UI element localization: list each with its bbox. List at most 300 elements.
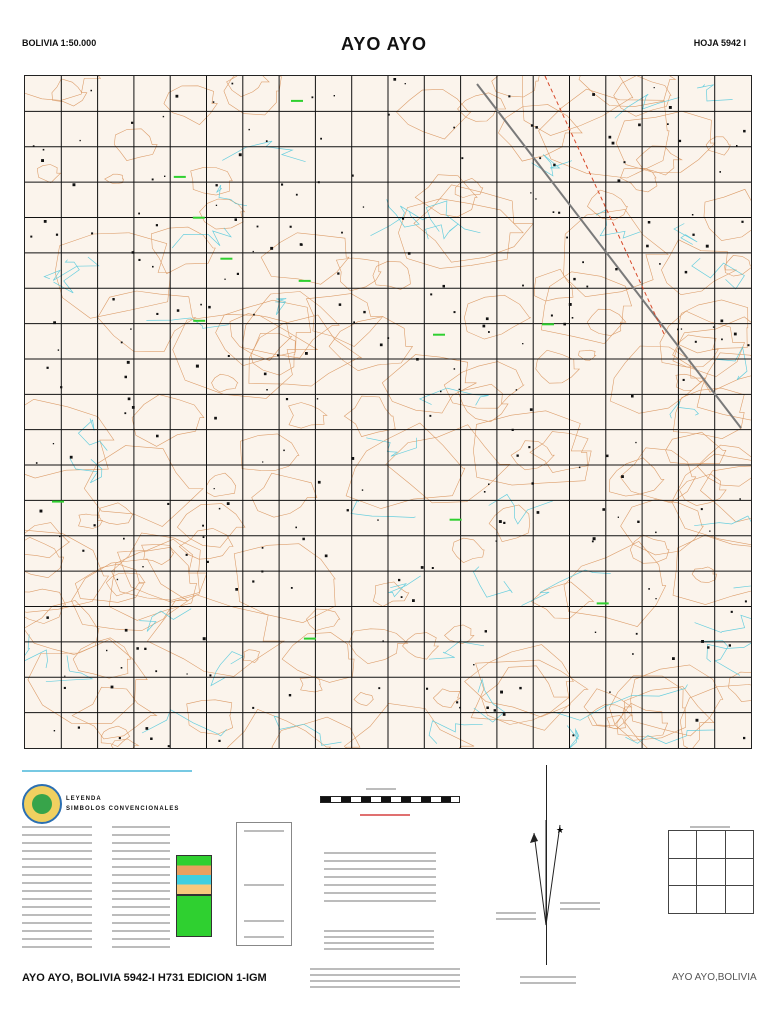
settlement-marker xyxy=(453,127,455,129)
settlement-marker xyxy=(156,435,159,438)
settlement-marker xyxy=(405,83,406,84)
credits-text-placeholder xyxy=(310,986,460,988)
credits-text-placeholder xyxy=(324,930,434,932)
settlement-marker xyxy=(113,299,115,301)
settlement-marker xyxy=(257,226,259,228)
settlement-marker xyxy=(325,555,328,558)
settlement-marker xyxy=(56,234,58,236)
settlement-marker xyxy=(138,213,140,215)
settlement-marker xyxy=(224,279,225,280)
settlement-marker xyxy=(78,727,80,729)
credits-text-placeholder xyxy=(324,892,436,894)
legend-text-placeholder xyxy=(112,874,170,876)
legend-text-placeholder xyxy=(22,834,92,836)
settlement-marker xyxy=(408,252,411,255)
settlement-marker xyxy=(638,124,641,127)
legend-text-placeholder xyxy=(22,906,92,908)
legend-text-placeholder xyxy=(22,890,92,892)
settlement-marker xyxy=(743,737,745,739)
adjacent-sheets-index xyxy=(668,830,754,914)
settlement-marker xyxy=(672,657,675,660)
credits-text-placeholder xyxy=(324,936,434,938)
settlement-marker xyxy=(291,587,293,589)
settlement-marker xyxy=(593,537,596,540)
settlement-marker xyxy=(500,691,503,694)
settlement-marker xyxy=(692,214,694,216)
settlement-marker xyxy=(43,149,45,151)
settlement-marker xyxy=(123,538,125,540)
settlement-marker xyxy=(301,244,303,246)
settlement-marker xyxy=(721,320,724,323)
settlement-marker xyxy=(530,408,533,411)
settlement-marker xyxy=(551,315,553,317)
credits-text-placeholder xyxy=(310,968,460,970)
vegetation-mark xyxy=(299,280,311,282)
legend-color-swatches xyxy=(176,855,212,895)
vegetation-mark xyxy=(450,519,462,521)
settlement-marker xyxy=(58,349,59,350)
legend-text-placeholder xyxy=(22,882,92,884)
legend-text-placeholder xyxy=(22,866,92,868)
legend-text-placeholder xyxy=(112,826,170,828)
settlement-marker xyxy=(59,536,60,537)
legend-text-placeholder xyxy=(22,874,92,876)
settlement-marker xyxy=(253,251,254,252)
settlement-marker xyxy=(637,521,639,523)
declination-text-placeholder xyxy=(560,902,600,904)
settlement-marker xyxy=(383,640,384,641)
legend-text-placeholder xyxy=(22,858,92,860)
settlement-marker xyxy=(537,511,540,514)
index-cell xyxy=(669,831,697,859)
legend-text-placeholder xyxy=(112,938,170,940)
settlement-marker xyxy=(46,616,49,619)
credits-text-placeholder xyxy=(324,942,434,944)
settlement-marker xyxy=(706,245,709,248)
settlement-marker xyxy=(80,140,81,141)
settlement-marker xyxy=(352,175,354,177)
settlement-marker xyxy=(677,329,679,331)
settlement-marker xyxy=(318,481,321,484)
bottom-map-title: AYO AYO, BOLIVIA 5942-I H731 EDICION 1-IGM xyxy=(22,972,267,984)
settlement-marker xyxy=(239,153,242,156)
settlement-marker xyxy=(150,738,153,741)
settlement-marker xyxy=(535,198,536,199)
vegetation-mark xyxy=(220,258,232,260)
declination-text-placeholder xyxy=(496,912,536,914)
credits-text-placeholder xyxy=(324,948,434,950)
settlement-marker xyxy=(200,304,202,306)
settlement-marker xyxy=(654,87,655,88)
settlement-marker xyxy=(53,321,56,324)
settlement-marker xyxy=(41,159,44,162)
settlement-marker xyxy=(54,730,55,731)
settlement-marker xyxy=(163,116,164,117)
settlement-marker xyxy=(106,650,107,651)
settlement-marker xyxy=(295,527,297,529)
settlement-marker xyxy=(416,358,419,361)
settlement-marker xyxy=(252,707,254,709)
settlement-marker xyxy=(155,670,157,672)
legend-text-placeholder xyxy=(112,906,170,908)
declination-text-placeholder xyxy=(244,884,284,886)
legend-text-placeholder xyxy=(112,898,170,900)
settlement-marker xyxy=(387,337,389,339)
settlement-marker xyxy=(202,525,204,527)
settlement-marker xyxy=(296,194,298,196)
map-canvas xyxy=(25,76,751,748)
settlement-marker xyxy=(177,309,180,312)
settlement-marker xyxy=(401,596,403,598)
declination-text-placeholder xyxy=(560,908,600,910)
settlement-marker xyxy=(679,140,681,142)
vegetation-mark xyxy=(174,176,186,178)
north-arrow-icon xyxy=(510,815,590,935)
settlement-marker xyxy=(648,221,651,224)
settlement-marker xyxy=(237,273,239,275)
settlement-marker xyxy=(290,226,292,228)
settlement-marker xyxy=(615,268,617,270)
svg-text:★: ★ xyxy=(556,826,565,836)
legend-text-placeholder xyxy=(112,858,170,860)
settlement-marker xyxy=(196,365,199,368)
settlement-marker xyxy=(168,745,170,747)
legend-text-placeholder xyxy=(22,898,92,900)
legend-text-placeholder xyxy=(22,826,92,828)
vegetation-mark xyxy=(291,100,303,102)
settlement-marker xyxy=(421,566,424,569)
settlement-marker xyxy=(337,272,339,274)
credits-text-placeholder xyxy=(324,868,436,870)
settlement-marker xyxy=(522,285,524,287)
settlement-marker xyxy=(266,389,268,391)
settlement-marker xyxy=(517,455,519,457)
settlement-marker xyxy=(227,502,230,505)
credits-text-placeholder xyxy=(310,974,460,976)
settlement-marker xyxy=(530,192,531,193)
settlement-marker xyxy=(473,664,474,665)
index-cell xyxy=(669,858,697,886)
settlement-marker xyxy=(378,687,380,689)
settlement-marker xyxy=(152,266,154,268)
legend-text-placeholder xyxy=(22,930,92,932)
settlement-marker xyxy=(667,123,669,125)
settlement-marker xyxy=(553,211,555,213)
settlement-marker xyxy=(429,415,431,417)
credits-text-placeholder xyxy=(324,852,436,854)
settlement-marker xyxy=(218,740,220,742)
settlement-marker xyxy=(64,687,66,689)
settlement-marker xyxy=(44,220,47,223)
settlement-marker xyxy=(709,531,710,532)
settlement-marker xyxy=(73,183,76,186)
vegetation-mark xyxy=(433,334,445,336)
settlement-marker xyxy=(412,599,415,602)
settlement-marker xyxy=(203,637,206,640)
settlement-marker xyxy=(261,570,263,572)
settlement-marker xyxy=(363,206,364,207)
settlement-marker xyxy=(253,314,255,316)
settlement-marker xyxy=(213,101,215,103)
settlement-marker xyxy=(286,398,288,400)
settlement-marker xyxy=(117,579,118,580)
map-scale-label: BOLIVIA 1:50.000 xyxy=(22,38,97,48)
settlement-marker xyxy=(64,676,65,677)
settlement-marker xyxy=(216,205,217,206)
settlement-marker xyxy=(572,317,574,319)
legend-text-placeholder xyxy=(112,850,170,852)
bottom-right-title: AYO AYO,BOLIVIA xyxy=(672,972,757,983)
settlement-marker xyxy=(124,412,126,414)
settlement-marker xyxy=(488,484,490,486)
settlement-marker xyxy=(432,567,434,569)
settlement-marker xyxy=(214,488,215,489)
settlement-marker xyxy=(132,251,135,254)
settlement-marker xyxy=(289,694,291,696)
credits-text-placeholder xyxy=(324,884,436,886)
settlement-marker xyxy=(341,232,343,234)
settlement-marker xyxy=(91,232,93,234)
settlement-marker xyxy=(486,707,489,710)
vegetation-mark xyxy=(193,320,205,322)
settlement-marker xyxy=(121,342,123,344)
settlement-marker xyxy=(318,181,320,183)
settlement-marker xyxy=(33,145,35,147)
declination-text-placeholder xyxy=(244,920,284,922)
settlement-marker xyxy=(683,379,685,381)
settlement-marker xyxy=(186,554,188,556)
settlement-marker xyxy=(176,95,179,98)
settlement-marker xyxy=(60,386,62,388)
settlement-marker xyxy=(339,303,342,306)
sheet-index-title-placeholder xyxy=(690,826,730,828)
settlement-marker xyxy=(503,713,506,716)
settlement-marker xyxy=(655,532,657,534)
settlement-marker xyxy=(216,184,218,186)
settlement-marker xyxy=(380,344,383,347)
settlement-marker xyxy=(167,503,169,505)
settlement-marker xyxy=(377,519,378,520)
settlement-marker xyxy=(138,259,140,261)
legend-text-placeholder xyxy=(112,882,170,884)
settlement-marker xyxy=(127,361,130,364)
settlement-marker xyxy=(522,343,523,344)
settlement-marker xyxy=(579,467,581,469)
settlement-marker xyxy=(496,541,497,542)
settlement-marker xyxy=(701,640,704,643)
settlement-marker xyxy=(612,142,615,145)
map-title: AYO AYO xyxy=(340,34,428,54)
index-cell xyxy=(697,831,725,859)
legend-text-placeholder xyxy=(112,834,170,836)
settlement-marker xyxy=(635,442,636,443)
legend-text-placeholder xyxy=(112,946,170,948)
declination-text-placeholder xyxy=(520,976,576,978)
settlement-marker xyxy=(741,221,743,223)
settlement-marker xyxy=(402,218,404,220)
settlement-marker xyxy=(156,313,158,315)
settlement-marker xyxy=(430,293,432,295)
settlement-marker xyxy=(595,632,596,633)
legend-text-placeholder xyxy=(112,866,170,868)
settlement-marker xyxy=(592,541,594,543)
settlement-marker xyxy=(281,184,283,186)
settlement-marker xyxy=(320,138,322,140)
settlement-marker xyxy=(152,179,154,181)
settlement-marker xyxy=(388,114,390,116)
settlement-marker xyxy=(270,247,273,250)
settlement-marker xyxy=(485,630,487,632)
settlement-marker xyxy=(655,598,656,599)
settlement-marker xyxy=(648,588,650,590)
settlement-marker xyxy=(707,646,709,648)
legend-text-placeholder xyxy=(22,914,92,916)
credits-red-placeholder xyxy=(360,814,410,816)
settlement-marker xyxy=(30,236,32,238)
settlement-marker xyxy=(558,212,560,214)
settlement-marker xyxy=(669,106,672,109)
settlement-marker xyxy=(252,580,254,582)
graphic-scale-bar xyxy=(320,796,460,803)
settlement-marker xyxy=(573,278,575,280)
settlement-marker xyxy=(363,311,365,313)
settlement-marker xyxy=(277,354,279,356)
index-cell xyxy=(725,858,753,886)
settlement-marker xyxy=(516,389,517,390)
igm-emblem-icon xyxy=(22,784,62,824)
settlement-marker xyxy=(393,78,396,81)
settlement-marker xyxy=(47,367,49,369)
index-cell xyxy=(697,858,725,886)
legend-text-placeholder xyxy=(22,922,92,924)
settlement-marker xyxy=(70,456,73,459)
settlement-marker xyxy=(305,352,308,355)
settlement-marker xyxy=(685,271,688,274)
settlement-marker xyxy=(729,644,731,646)
settlement-marker xyxy=(719,171,721,173)
vegetation-swatch xyxy=(176,895,212,937)
settlement-marker xyxy=(132,406,135,409)
settlement-marker xyxy=(209,674,211,676)
settlement-marker xyxy=(312,96,314,98)
settlement-marker xyxy=(351,457,354,460)
index-cell xyxy=(725,831,753,859)
legend-text-placeholder xyxy=(112,842,170,844)
settlement-marker xyxy=(347,509,349,511)
settlement-marker xyxy=(621,475,624,478)
settlement-marker xyxy=(219,508,221,510)
settlement-marker xyxy=(486,317,489,320)
settlement-marker xyxy=(659,263,661,265)
legend-text-placeholder xyxy=(22,946,92,948)
settlement-marker xyxy=(512,429,514,431)
index-cell xyxy=(669,886,697,914)
topographic-map[interactable] xyxy=(24,75,752,749)
settlement-marker xyxy=(266,140,268,142)
settlement-marker xyxy=(539,157,541,159)
settlement-marker xyxy=(528,446,530,448)
settlement-marker xyxy=(499,520,502,523)
settlement-marker xyxy=(130,328,131,329)
settlement-marker xyxy=(283,450,285,452)
declination-text-placeholder xyxy=(496,918,536,920)
settlement-marker xyxy=(362,489,363,490)
settlement-marker xyxy=(235,588,238,591)
kilometer-grid xyxy=(25,76,751,748)
legend-text-placeholder xyxy=(22,770,192,772)
settlement-marker xyxy=(618,179,621,182)
declination-text-placeholder xyxy=(244,936,284,938)
settlement-marker xyxy=(592,93,595,96)
settlement-marker xyxy=(646,245,649,248)
settlement-marker xyxy=(531,124,533,126)
settlement-marker xyxy=(508,95,510,97)
settlement-marker xyxy=(443,285,446,288)
settlement-marker xyxy=(187,673,188,674)
settlement-marker xyxy=(632,653,634,655)
settlement-marker xyxy=(721,339,723,341)
vegetation-mark xyxy=(304,638,316,640)
settlement-marker xyxy=(440,391,442,393)
declination-text-placeholder xyxy=(520,982,576,984)
settlement-marker xyxy=(125,376,128,379)
settlement-marker xyxy=(456,701,458,703)
settlement-marker xyxy=(53,443,54,444)
settlement-marker xyxy=(317,398,318,399)
scale-text-placeholder xyxy=(366,788,396,790)
settlement-marker xyxy=(606,455,609,458)
legend-text-placeholder xyxy=(112,914,170,916)
index-cell xyxy=(725,886,753,914)
settlement-marker xyxy=(624,161,626,163)
settlement-marker xyxy=(535,126,538,129)
settlement-marker xyxy=(563,323,566,326)
settlement-marker xyxy=(302,538,305,541)
credits-text-placeholder xyxy=(324,900,436,902)
settlement-marker xyxy=(264,373,267,376)
settlement-marker xyxy=(128,398,131,401)
settlement-marker xyxy=(734,333,737,336)
settlement-marker xyxy=(119,737,121,739)
index-cell xyxy=(697,886,725,914)
legend-text-placeholder xyxy=(112,930,170,932)
credits-text-placeholder xyxy=(310,980,460,982)
settlement-marker xyxy=(566,237,568,239)
settlement-marker xyxy=(203,536,205,538)
settlement-marker xyxy=(532,482,534,484)
settlement-marker xyxy=(631,395,634,398)
settlement-marker xyxy=(136,647,139,650)
settlement-marker xyxy=(131,122,133,124)
settlement-marker xyxy=(214,417,217,420)
settlement-marker xyxy=(572,734,574,736)
settlement-marker xyxy=(609,136,612,139)
settlement-marker xyxy=(156,224,158,226)
settlement-marker xyxy=(503,522,505,524)
settlement-marker xyxy=(736,145,738,147)
settlement-marker xyxy=(748,344,750,346)
settlement-marker xyxy=(40,510,43,513)
settlement-marker xyxy=(235,218,238,221)
settlement-marker xyxy=(94,524,96,526)
settlement-marker xyxy=(459,707,461,709)
settlement-marker xyxy=(454,311,456,313)
settlement-marker xyxy=(586,286,588,288)
settlement-marker xyxy=(208,306,211,309)
settlement-marker xyxy=(609,691,611,693)
legend-text-placeholder xyxy=(112,890,170,892)
legend-heading: LEYENDA xyxy=(66,796,102,802)
